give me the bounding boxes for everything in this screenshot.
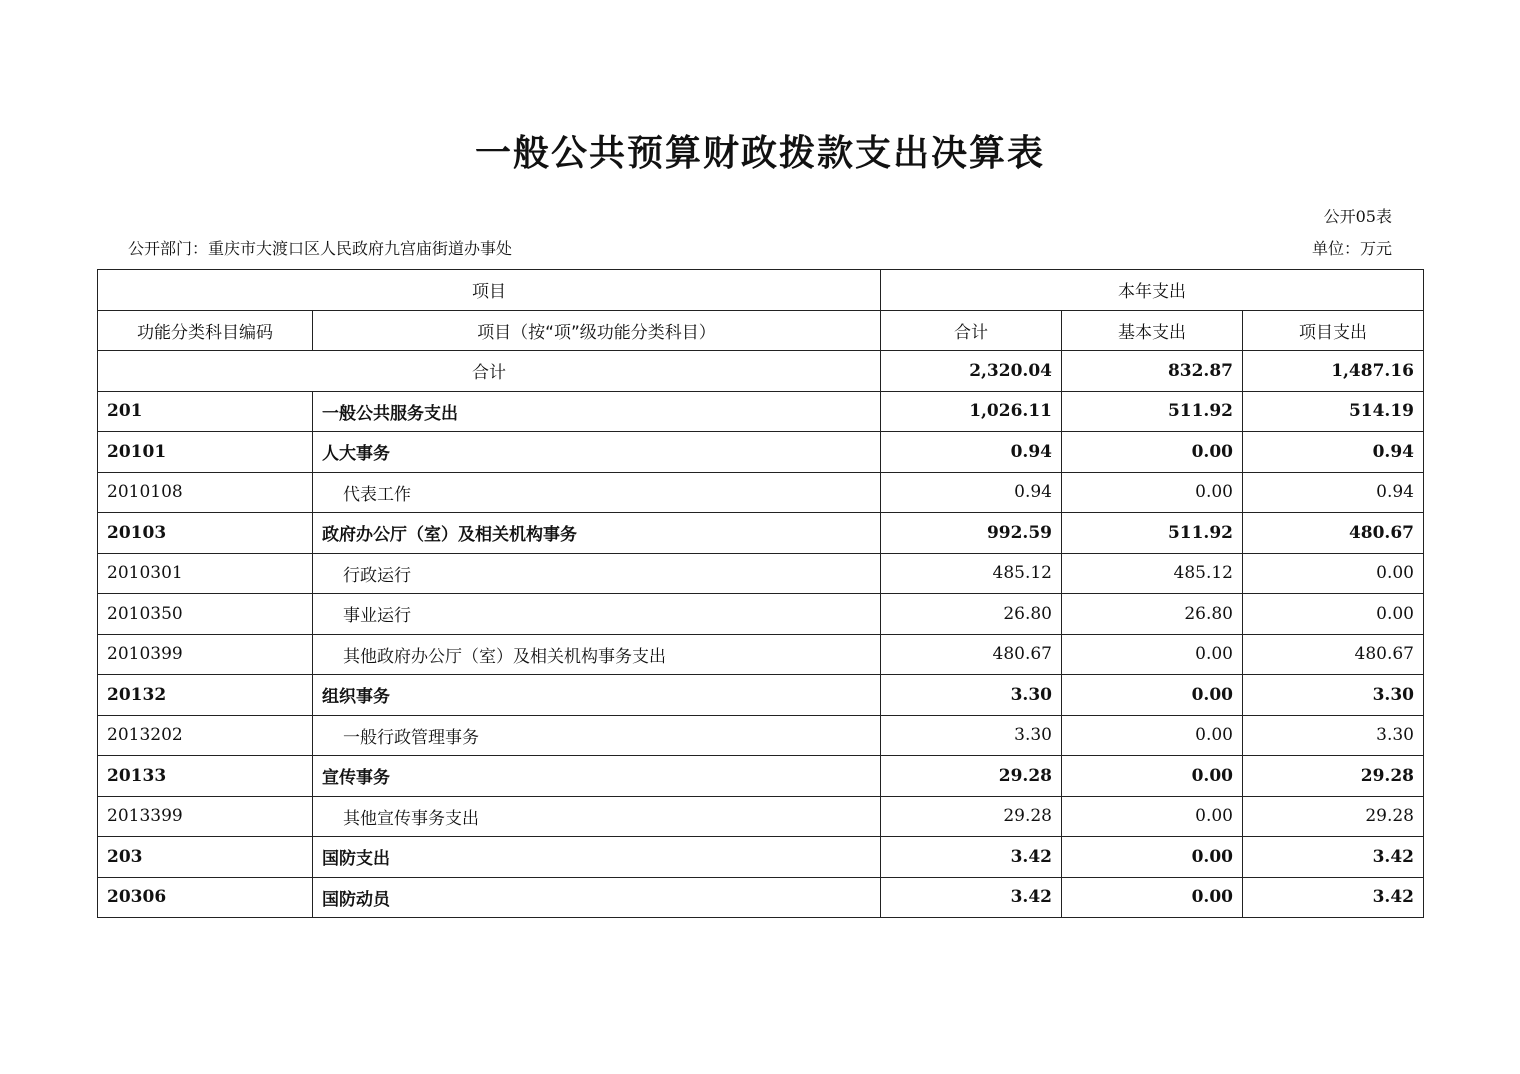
row-code: 20101	[98, 432, 313, 473]
row-code: 2010108	[98, 472, 313, 513]
row-total: 992.59	[881, 513, 1062, 554]
row-basic: 0.00	[1062, 472, 1243, 513]
table-row	[98, 553, 1424, 594]
row-total: 3.42	[881, 837, 1062, 878]
row-code: 2013202	[98, 715, 313, 756]
table-row	[98, 432, 1424, 473]
row-basic: 0.00	[1062, 877, 1243, 918]
page-title: 一般公共预算财政拨款支出决算表	[474, 133, 1045, 174]
table-row	[98, 837, 1424, 878]
row-project: 29.28	[1243, 756, 1424, 797]
row-total: 26.80	[881, 594, 1062, 635]
row-name: 国防动员	[313, 877, 881, 918]
row-name: 人大事务	[313, 432, 881, 473]
row-total: 0.94	[881, 432, 1062, 473]
row-name: 代表工作	[313, 472, 881, 513]
row-code: 203	[98, 837, 313, 878]
row-code: 201	[98, 391, 313, 432]
row-basic: 0.00	[1062, 837, 1243, 878]
row-name: 国防支出	[313, 837, 881, 878]
header-total: 合计	[881, 310, 1062, 351]
row-project: 3.42	[1243, 877, 1424, 918]
header-project-expense: 项目支出	[1243, 310, 1424, 351]
row-basic: 0.00	[1062, 756, 1243, 797]
total-project: 1,487.16	[1243, 351, 1424, 392]
total-label: 合计	[98, 351, 881, 392]
header-row-2	[98, 310, 1424, 351]
row-total: 3.30	[881, 715, 1062, 756]
row-project: 29.28	[1243, 796, 1424, 837]
row-basic: 0.00	[1062, 796, 1243, 837]
table-row	[98, 715, 1424, 756]
row-code: 20133	[98, 756, 313, 797]
row-basic: 26.80	[1062, 594, 1243, 635]
row-name: 事业运行	[313, 594, 881, 635]
row-basic: 0.00	[1062, 634, 1243, 675]
department-label: 公开部门：重庆市大渡口区人民政府九宫庙街道办事处	[128, 239, 513, 258]
header-basic: 基本支出	[1062, 310, 1243, 351]
row-code: 2010350	[98, 594, 313, 635]
row-total: 29.28	[881, 796, 1062, 837]
total-total: 2,320.04	[881, 351, 1062, 392]
table-number: 公开05表	[1323, 207, 1392, 226]
total-basic: 832.87	[1062, 351, 1243, 392]
total-row	[98, 351, 1424, 392]
row-basic: 0.00	[1062, 675, 1243, 716]
row-project: 514.19	[1243, 391, 1424, 432]
row-project: 0.00	[1243, 553, 1424, 594]
header-code: 功能分类科目编码	[98, 310, 313, 351]
row-total: 29.28	[881, 756, 1062, 797]
table-row	[98, 594, 1424, 635]
table-row	[98, 391, 1424, 432]
row-name: 组织事务	[313, 675, 881, 716]
table-row	[98, 675, 1424, 716]
row-name: 行政运行	[313, 553, 881, 594]
row-total: 3.30	[881, 675, 1062, 716]
row-basic: 0.00	[1062, 715, 1243, 756]
row-project: 3.30	[1243, 715, 1424, 756]
row-total: 485.12	[881, 553, 1062, 594]
row-total: 1,026.11	[881, 391, 1062, 432]
table-row	[98, 634, 1424, 675]
row-name: 一般行政管理事务	[313, 715, 881, 756]
row-project: 0.94	[1243, 472, 1424, 513]
row-code: 2010399	[98, 634, 313, 675]
row-name: 其他政府办公厅（室）及相关机构事务支出	[313, 634, 881, 675]
row-name: 一般公共服务支出	[313, 391, 881, 432]
header-row-1	[98, 270, 1424, 311]
row-total: 480.67	[881, 634, 1062, 675]
unit-label: 单位：万元	[1311, 239, 1392, 258]
table-row	[98, 472, 1424, 513]
row-project: 3.30	[1243, 675, 1424, 716]
row-project: 0.00	[1243, 594, 1424, 635]
row-basic: 511.92	[1062, 513, 1243, 554]
row-code: 2013399	[98, 796, 313, 837]
row-code: 20132	[98, 675, 313, 716]
row-code: 2010301	[98, 553, 313, 594]
table-row	[98, 796, 1424, 837]
row-project: 3.42	[1243, 837, 1424, 878]
table-row	[98, 877, 1424, 918]
row-basic: 0.00	[1062, 432, 1243, 473]
header-current-year: 本年支出	[881, 270, 1424, 311]
row-code: 20103	[98, 513, 313, 554]
row-total: 0.94	[881, 472, 1062, 513]
row-name: 政府办公厅（室）及相关机构事务	[313, 513, 881, 554]
budget-table	[97, 269, 1424, 918]
row-project: 0.94	[1243, 432, 1424, 473]
row-name: 宣传事务	[313, 756, 881, 797]
row-basic: 485.12	[1062, 553, 1243, 594]
table-row	[98, 756, 1424, 797]
row-project: 480.67	[1243, 513, 1424, 554]
header-name: 项目（按“项”级功能分类科目）	[313, 310, 881, 351]
row-basic: 511.92	[1062, 391, 1243, 432]
header-project: 项目	[98, 270, 881, 311]
row-code: 20306	[98, 877, 313, 918]
table-row	[98, 513, 1424, 554]
row-project: 480.67	[1243, 634, 1424, 675]
row-name: 其他宣传事务支出	[313, 796, 881, 837]
row-total: 3.42	[881, 877, 1062, 918]
